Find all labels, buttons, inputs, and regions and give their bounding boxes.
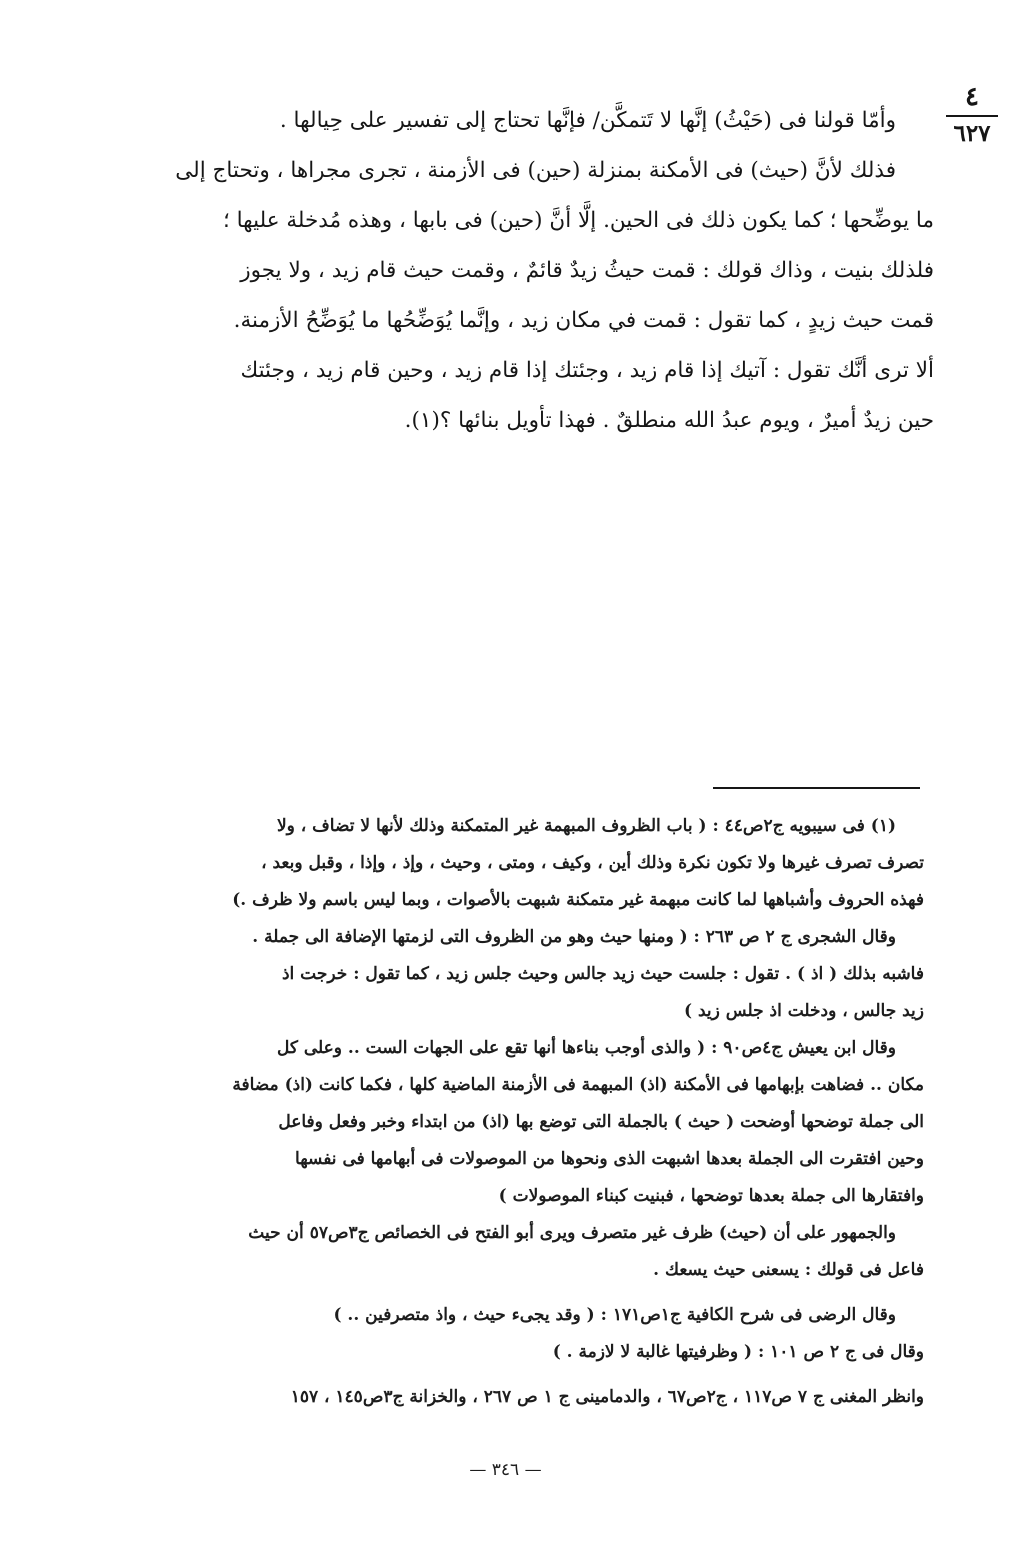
footnote-separator — [713, 787, 920, 789]
main-text-line: حين زيدٌ أميرٌ ، ويوم عبدُ الله منطلقٌ . فهذا تأويل بنائها ؟(١). — [404, 408, 934, 433]
margin-volume-number: ٤ — [946, 84, 998, 117]
main-text-body — [64, 96, 934, 446]
page-number: — ٣٤٦ — — [469, 1460, 542, 1480]
footnote-line: وقال فى ج ٢ ص ١٠١ : ( وظرفيتها غالبة لا لازمة . ) — [552, 1342, 924, 1362]
footnote-line: زيد جالس ، ودخلت اذ جلس زيد ) — [684, 1001, 924, 1021]
margin-page-number: ٦٢٧ — [953, 120, 991, 147]
footnote-line: وحين افتقرت الى الجملة بعدها اشبهت الذى ونحوها من الموصولات فى أبهامها فى نفسها — [295, 1149, 924, 1169]
footnote-line: وقال الرضى فى شرح الكافية ج١ص١٧١ : ( وقد يجىء حيث ، واذ متصرفين .. ) — [333, 1305, 896, 1325]
main-text-line: فذلك لأنَّ (حيث) فى الأمكنة بمنزلة (حين) فى الأزمنة ، تجرى مجراها ، وتحتاج إلى — [175, 158, 896, 183]
footnote-line: وانظر المغنى ج ٧ ص١١٧ ، ج٢ص٦٧ ، والدمامينى ج ١ ص ٢٦٧ ، والخزانة ج٣ص١٤٥ ، ١٥٧ — [290, 1387, 924, 1407]
footnote-line: الى جملة توضحها أوضحت ( حيث ) بالجملة التى توضع بها (اذ) من ابتداء وخبر وفعل وفاعل — [278, 1112, 924, 1132]
footnote-line: فاشبه بذلك ( اذ ) . تقول : جلست حيث زيد جالس وحيث جلس زيد ، كما تقول : خرجت اذ — [281, 964, 924, 984]
main-text-line: وأمّا قولنا فى (حَيْثُ) إنَّها لا تَتمكَّن/ فإنَّها تحتاج إلى تفسير على حِيالها . — [279, 108, 896, 133]
footnote-line: تصرف تصرف غيرها ولا تكون نكرة وذلك أين ، وكيف ، ومتى ، وحيث ، وإذ ، وإذا ، وقبل وبعد ، — [261, 853, 924, 873]
footnote-line: فاعل فى قولك : يسعنى حيث يسعك . — [653, 1260, 924, 1280]
footnote-line: وقال الشجرى ج ٢ ص ٢٦٣ : ( ومنها حيث وهو من الظروف التى لزمتها الإضافة الى جملة . — [252, 927, 896, 947]
footnote-line: (١) فى سيبويه ج٢ص٤٤ : ( باب الظروف المبهمة غير المتمكنة وذلك لأنها لا تضاف ، ولا — [276, 816, 896, 836]
margin-page-reference — [946, 84, 998, 145]
footnote-line: فهذه الحروف وأشباهها لما كانت مبهمة غير متمكنة شبهت بالأصوات ، وبما ليس باسم ولا ظرف .) — [232, 890, 924, 910]
footnote-line: وقال ابن يعيش ج٤ص٩٠ : ( والذى أوجب بناءها أنها تقع على الجهات الست .. وعلى كل — [276, 1038, 896, 1058]
main-text-line: فلذلك بنيت ، وذاك قولك : قمت حيثُ زيدٌ قائمٌ ، وقمت حيث قام زيد ، ولا يجوز — [240, 258, 934, 283]
main-text-line: قمت حيث زيدٍ ، كما تقول : قمت في مكان زيد ، وإنَّما يُوَضِّحُها ما يُوَضِّحُ الأزمنة. — [233, 308, 934, 333]
footnote-line: والجمهور على أن (حيث) ظرف غير متصرف ويرى أبو الفتح فى الخصائص ج٣ص٥٧ أن حيث — [248, 1223, 896, 1243]
footnote-line: وافتقارها الى جملة بعدها توضحها ، فبنيت كبناء الموصولات ) — [498, 1186, 924, 1206]
footnote-line: مكان .. فضاهت بإبهامها فى الأمكنة (اذ) المبهمة فى الأزمنة الماضية كلها ، فكما كانت (اذ) مضافة — [232, 1075, 924, 1095]
main-text-line: ألا ترى أنَّك تقول : آتيك إذا قام زيد ، وجئتك إذا قام زيد ، وحين قام زيد ، وجئتك — [240, 358, 934, 383]
footnotes — [64, 808, 924, 1416]
main-text-line: ما يوضِّحها ؛ كما يكون ذلك فى الحين. إلَّا أنَّ (حين) فى بابها ، وهذه مُدخلة عليها ؛ — [222, 208, 934, 233]
